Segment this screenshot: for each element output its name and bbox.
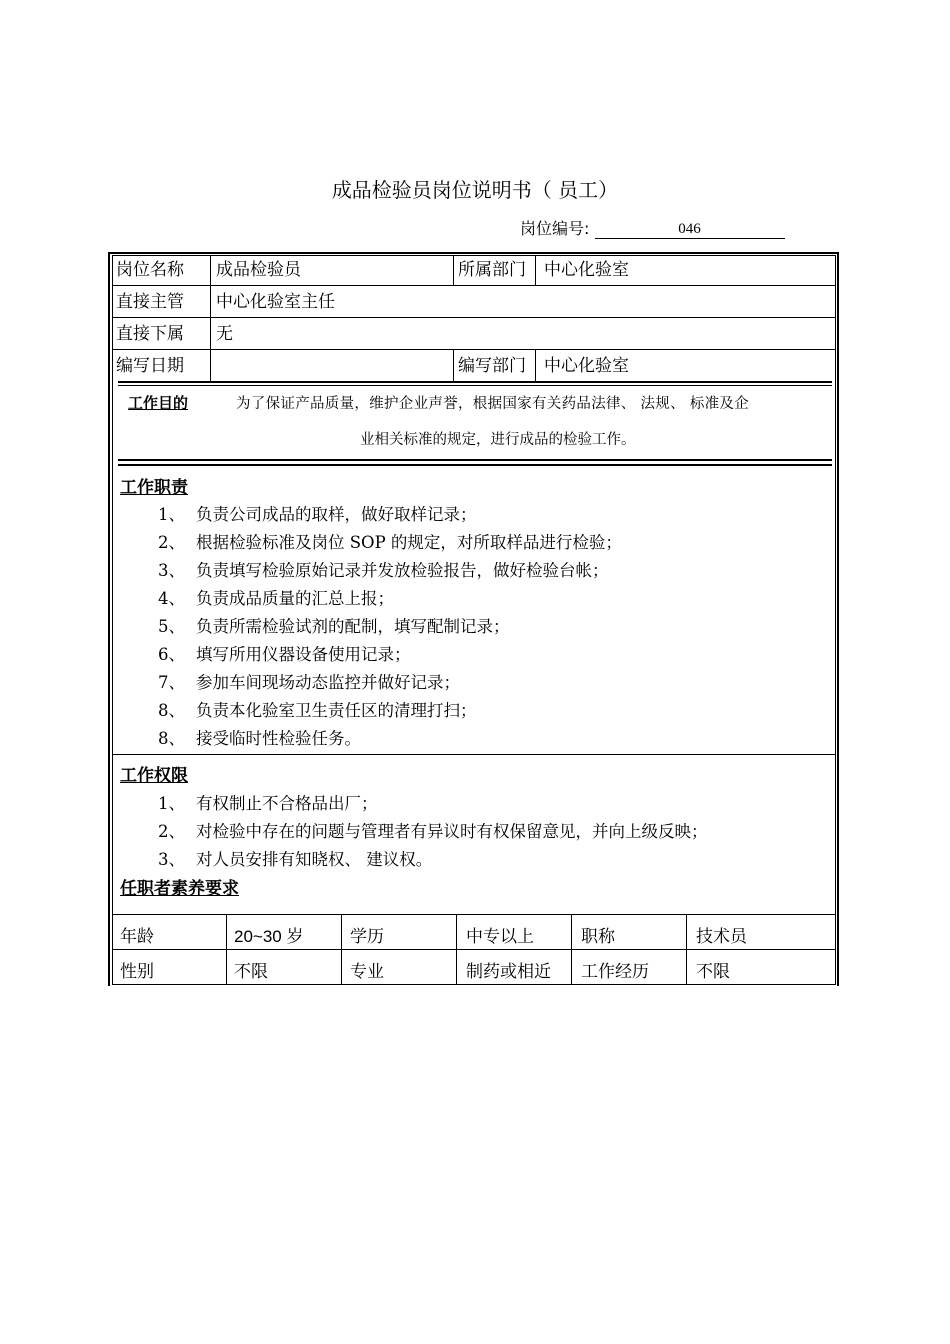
req-major-label: 专业 <box>350 962 384 982</box>
dept-label: 所属部门 <box>458 260 526 280</box>
writer-dept-label: 编写部门 <box>458 356 526 376</box>
req-edu-value: 中专以上 <box>466 927 534 947</box>
date-label: 编写日期 <box>116 356 184 376</box>
subordinate-value: 无 <box>216 324 233 344</box>
req-gender-label: 性别 <box>120 962 154 982</box>
req-age-label: 年龄 <box>120 927 154 947</box>
duties-heading: 工作职责 <box>120 478 188 498</box>
duty-item: 3、 负责填写检验原始记录并发放检验报告，做好检验台帐； <box>158 561 609 580</box>
duty-item: 2、 根据检验标准及岗位 SOP 的规定，对所取样品进行检验； <box>158 533 622 552</box>
duty-item: 8、 接受临时性检验任务。 <box>158 729 361 748</box>
duty-item: 1、 负责公司成品的取样，做好取样记录； <box>158 505 477 524</box>
req-major-value: 制药或相近 <box>466 962 551 982</box>
req-age-value: 20~30 岁 <box>234 927 304 946</box>
duty-item: 7、 参加车间现场动态监控并做好记录； <box>158 673 460 692</box>
post-name-value: 成品检验员 <box>216 260 301 280</box>
page-title: 成品检验员岗位说明书（ 员工） <box>331 178 619 202</box>
req-edu-label: 学历 <box>350 927 384 947</box>
duty-item: 5、 负责所需检验试剂的配制，填写配制记录； <box>158 617 510 636</box>
supervisor-value: 中心化验室主任 <box>216 292 335 312</box>
requirements-heading: 任职者素养要求 <box>120 879 239 899</box>
subordinate-label: 直接下属 <box>116 324 184 344</box>
authority-item: 1、 有权制止不合格品出厂； <box>158 794 378 813</box>
req-title-value: 技术员 <box>696 927 747 947</box>
purpose-text-line2: 业相关标准的规定，进行成品的检验工作。 <box>360 432 636 448</box>
dept-value: 中心化验室 <box>544 260 629 280</box>
duty-item: 4、 负责成品质量的汇总上报； <box>158 589 394 608</box>
req-title-label: 职称 <box>581 927 615 947</box>
authority-item: 3、 对人员安排有知晓权、 建议权。 <box>158 850 433 869</box>
req-experience-value: 不限 <box>696 962 730 982</box>
post-number-value: 046 <box>595 220 785 239</box>
duty-item: 6、 填写所用仪器设备使用记录； <box>158 645 411 664</box>
post-name-label: 岗位名称 <box>116 260 184 280</box>
authority-item: 2、 对检验中存在的问题与管理者有异议时有权保留意见，并向上级反映； <box>158 822 708 841</box>
post-number-label: 岗位编号: <box>520 219 590 238</box>
authority-heading: 工作权限 <box>120 766 188 786</box>
duty-item: 8、 负责本化验室卫生责任区的清理打扫； <box>158 701 477 720</box>
purpose-text-line1: 为了保证产品质量，维护企业声誉，根据国家有关药品法律、 法规、 标准及企 <box>236 396 750 412</box>
post-number <box>520 216 785 239</box>
supervisor-label: 直接主管 <box>116 292 184 312</box>
purpose-label: 工作目的 <box>128 394 189 412</box>
req-gender-value: 不限 <box>234 962 268 982</box>
writer-dept-value: 中心化验室 <box>544 356 629 376</box>
req-experience-label: 工作经历 <box>581 962 649 982</box>
